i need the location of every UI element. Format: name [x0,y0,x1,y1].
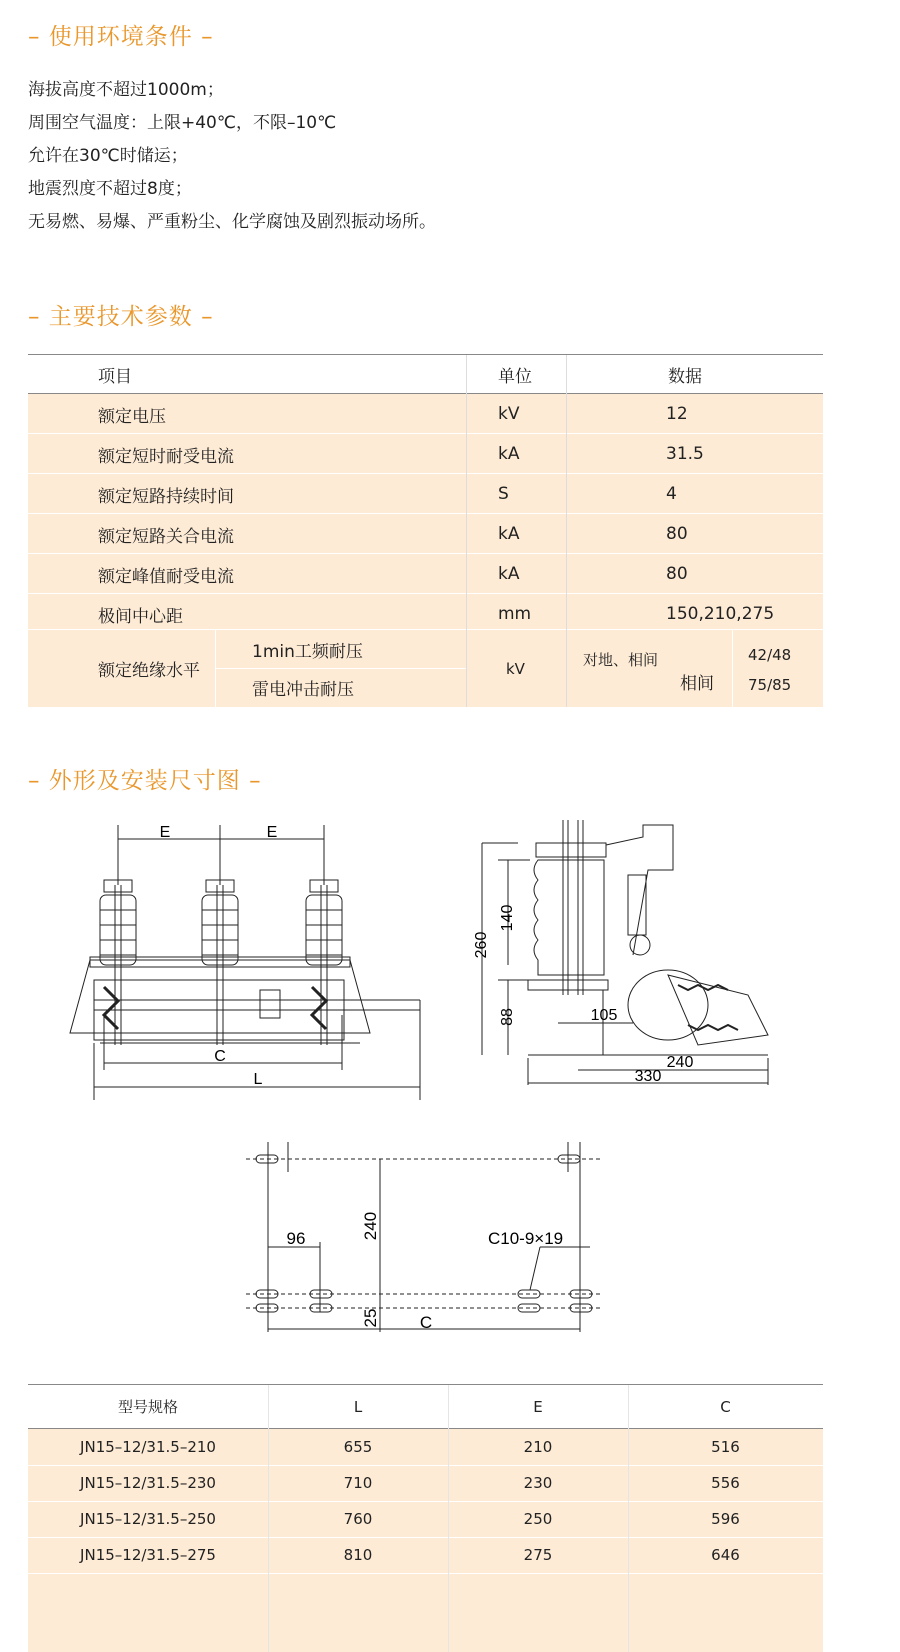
section-title-drawing: – 外形及安装尺寸图 – [28,768,262,794]
section-title-params: – 主要技术参数 – [28,304,214,330]
front-dim-l: L [253,1071,263,1088]
params-header-value: 数据 [668,366,702,387]
plan-dim-c: C [419,1313,433,1332]
front-dim-e1: E [159,824,171,841]
environment-list [28,74,436,239]
params-row-insulation: 额定绝缘水平 1min工频耐压 雷电冲击耐压 kV 对地、相间 相间 42/48 75/85 [98,641,792,700]
section-title-environment: – 使用环境条件 – [28,24,214,50]
model-header-spec: 型号规格 [117,1398,178,1416]
side-view-drawing [468,815,788,1095]
params-row: 极间中心距 mm 150,210,275 [98,604,775,627]
side-dim-105: 105 [590,1007,618,1024]
params-header-item: 项目 [98,366,132,387]
model-header-c: C [720,1397,731,1416]
params-row: 额定短路关合电流 kA 80 [98,524,688,547]
plan-dim-25: 25 [361,1308,380,1328]
model-row: JN15–12/31.5–230 710 230 556 [80,1474,740,1492]
side-dim-88: 88 [499,1008,516,1026]
env-line: 海拔高度不超过1000m； [28,80,224,100]
env-line: 无易燃、易爆、严重粉尘、化学腐蚀及剧烈振动场所。 [28,212,436,232]
env-line: 周围空气温度：上限+40℃，不限–10℃ [28,113,337,133]
model-header-row [28,1385,872,1428]
front-view-drawing [60,815,440,1105]
model-header-l: L [353,1397,363,1416]
front-dim-c: C [214,1048,226,1065]
side-dim-140: 140 [499,904,516,932]
params-header-row [28,355,872,393]
side-dim-260: 260 [473,931,490,959]
mounting-plan-drawing [240,1132,610,1342]
model-row: JN15–12/31.5–275 810 275 646 [80,1546,740,1564]
model-row: JN15–12/31.5–250 760 250 596 [80,1510,740,1528]
plan-dim-96: 96 [286,1229,306,1248]
params-row: 额定短路持续时间 S 4 [98,484,677,507]
params-row: 额定峰值耐受电流 kA 80 [98,564,688,587]
env-line: 允许在30℃时储运； [28,146,188,166]
model-header-e: E [533,1397,543,1416]
env-line: 地震烈度不超过8度； [28,179,192,199]
plan-hole-spec: C10-9×19 [488,1229,564,1248]
side-dim-240: 240 [666,1054,694,1071]
params-row: 额定电压 kV 12 [98,404,688,427]
model-row: JN15–12/31.5–210 655 210 516 [80,1438,740,1456]
front-dim-e2: E [266,824,278,841]
plan-dim-240: 240 [361,1211,380,1241]
params-row: 额定短时耐受电流 kA 31.5 [98,444,704,467]
side-dim-330: 330 [634,1068,662,1085]
params-header-unit: 单位 [498,366,532,387]
